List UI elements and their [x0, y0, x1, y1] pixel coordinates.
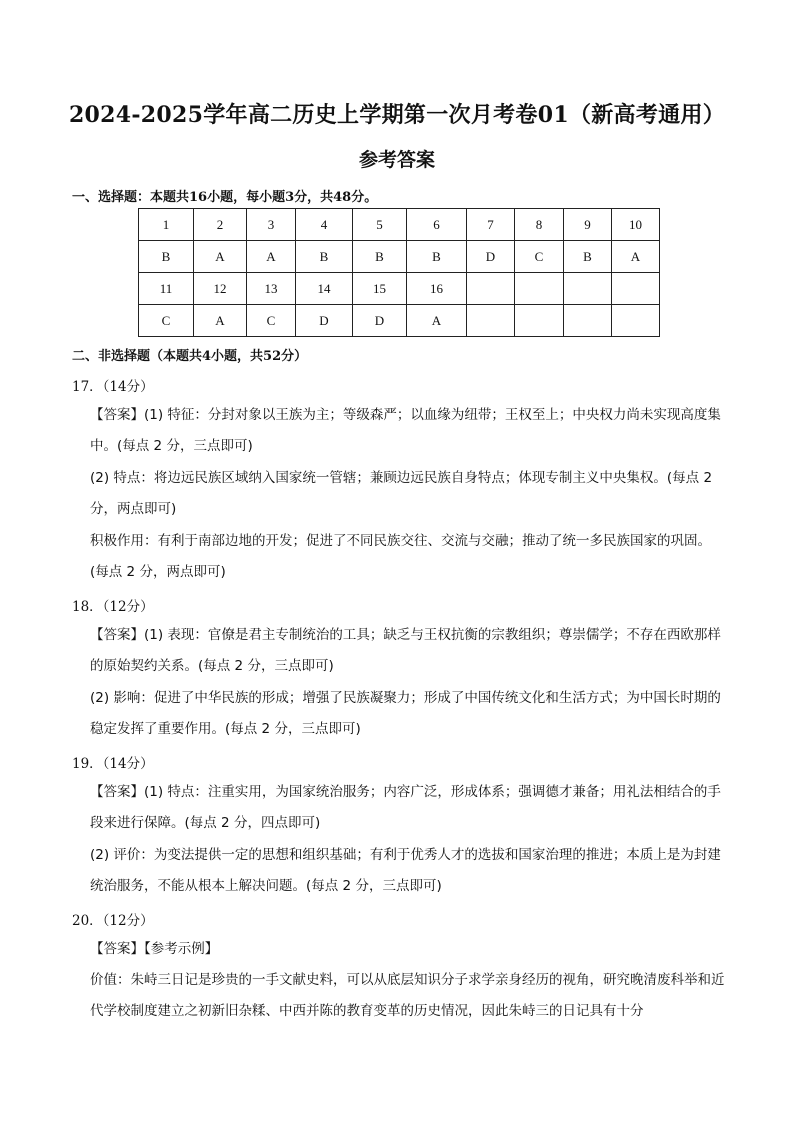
table-cell: A: [407, 305, 467, 337]
question-19-number: 19．（14分）: [72, 756, 154, 772]
choice-answer-table: [138, 208, 660, 337]
table-cell: 6: [407, 209, 467, 241]
table-row: [139, 273, 660, 305]
table-cell: A: [612, 241, 660, 273]
table-cell: 8: [515, 209, 564, 241]
table-cell: 11: [139, 273, 194, 305]
table-row: [139, 305, 660, 337]
table-row: [139, 209, 660, 241]
table-cell: C: [247, 305, 296, 337]
table-cell: B: [139, 241, 194, 273]
table-cell: 1: [139, 209, 194, 241]
table-cell: A: [194, 241, 247, 273]
table-cell: 15: [353, 273, 407, 305]
section2-heading: 二、非选择题（本题共4小题，共52分）: [72, 349, 308, 364]
table-cell: [515, 273, 564, 305]
table-cell: 7: [467, 209, 515, 241]
question-17-number: 17．（14分）: [72, 379, 154, 395]
question-18-answer-1: 【答案】(1) 表现：官僚是君主专制统治的工具；缺乏与王权抗衡的宗教组织；尊崇儒学；不存在西欧那样的原始契约关系。(每点 2 分，三点即可): [90, 627, 721, 674]
table-cell: A: [194, 305, 247, 337]
table-cell: 14: [296, 273, 353, 305]
question-18-answer-2: (2) 影响：促进了中华民族的形成；增强了民族凝聚力；形成了中国传统文化和生活方式；为中国长时期的稳定发挥了重要作用。(每点 2 分，三点即可): [90, 690, 721, 737]
question-20-answer-label: 【答案】【参考示例】: [90, 941, 219, 957]
table-cell: [564, 273, 612, 305]
table-cell: 12: [194, 273, 247, 305]
page-subtitle: 参考答案: [358, 149, 435, 171]
table-cell: B: [296, 241, 353, 273]
table-row: [139, 241, 660, 273]
table-cell: B: [564, 241, 612, 273]
table-cell: 16: [407, 273, 467, 305]
question-17-answer-3: 积极作用：有利于南部边地的开发；促进了不同民族交往、交流与交融；推动了统一多民族国家的巩固。(每点 2 分，两点即可): [90, 533, 711, 580]
table-cell: D: [296, 305, 353, 337]
question-19-answer-2: (2) 评价：为变法提供一定的思想和组织基础；有利于优秀人才的选拔和国家治理的推进；本质上是为封建统治服务，不能从根本上解决问题。(每点 2 分，三点即可): [90, 847, 721, 894]
table-cell: [564, 305, 612, 337]
page-title: 2024-2025学年高二历史上学期第一次月考卷01（新高考通用）: [68, 102, 726, 128]
table-cell: 9: [564, 209, 612, 241]
table-cell: [612, 273, 660, 305]
table-cell: A: [247, 241, 296, 273]
table-cell: 10: [612, 209, 660, 241]
table-cell: 2: [194, 209, 247, 241]
section1-heading: 一、选择题：本题共16小题，每小题3分，共48分。: [72, 190, 378, 205]
table-cell: C: [515, 241, 564, 273]
table-cell: D: [467, 241, 515, 273]
table-cell: 4: [296, 209, 353, 241]
table-cell: [467, 273, 515, 305]
table-cell: B: [407, 241, 467, 273]
table-cell: C: [139, 305, 194, 337]
table-cell: 5: [353, 209, 407, 241]
question-17-answer-1: 【答案】(1) 特征：分封对象以王族为主；等级森严；以血缘为纽带；王权至上；中央权力尚未实现高度集中。(每点 2 分，三点即可): [90, 407, 721, 454]
table-cell: [612, 305, 660, 337]
table-cell: 13: [247, 273, 296, 305]
question-18-number: 18．（12分）: [72, 599, 154, 615]
table-cell: [467, 305, 515, 337]
table-cell: 3: [247, 209, 296, 241]
question-20-number: 20．（12分）: [72, 913, 154, 929]
question-17-answer-2: (2) 特点：将边远民族区域纳入国家统一管辖；兼顾边远民族自身特点；体现专制主义中央集权。(每点 2 分，两点即可): [90, 470, 713, 517]
table-cell: [515, 305, 564, 337]
table-cell: D: [353, 305, 407, 337]
question-20-answer-text: 价值：朱峙三日记是珍贵的一手文献史料，可以从底层知识分子求学亲身经历的视角，研究晚清废科举和近代学校制度建立之初新旧杂糅、中西并陈的教育变革的历史情况，因此朱峙三的日记具有十分: [90, 972, 725, 1019]
table-cell: B: [353, 241, 407, 273]
question-19-answer-1: 【答案】(1) 特点：注重实用，为国家统治服务；内容广泛，形成体系；强调德才兼备；用礼法相结合的手段来进行保障。(每点 2 分，四点即可): [90, 784, 721, 831]
